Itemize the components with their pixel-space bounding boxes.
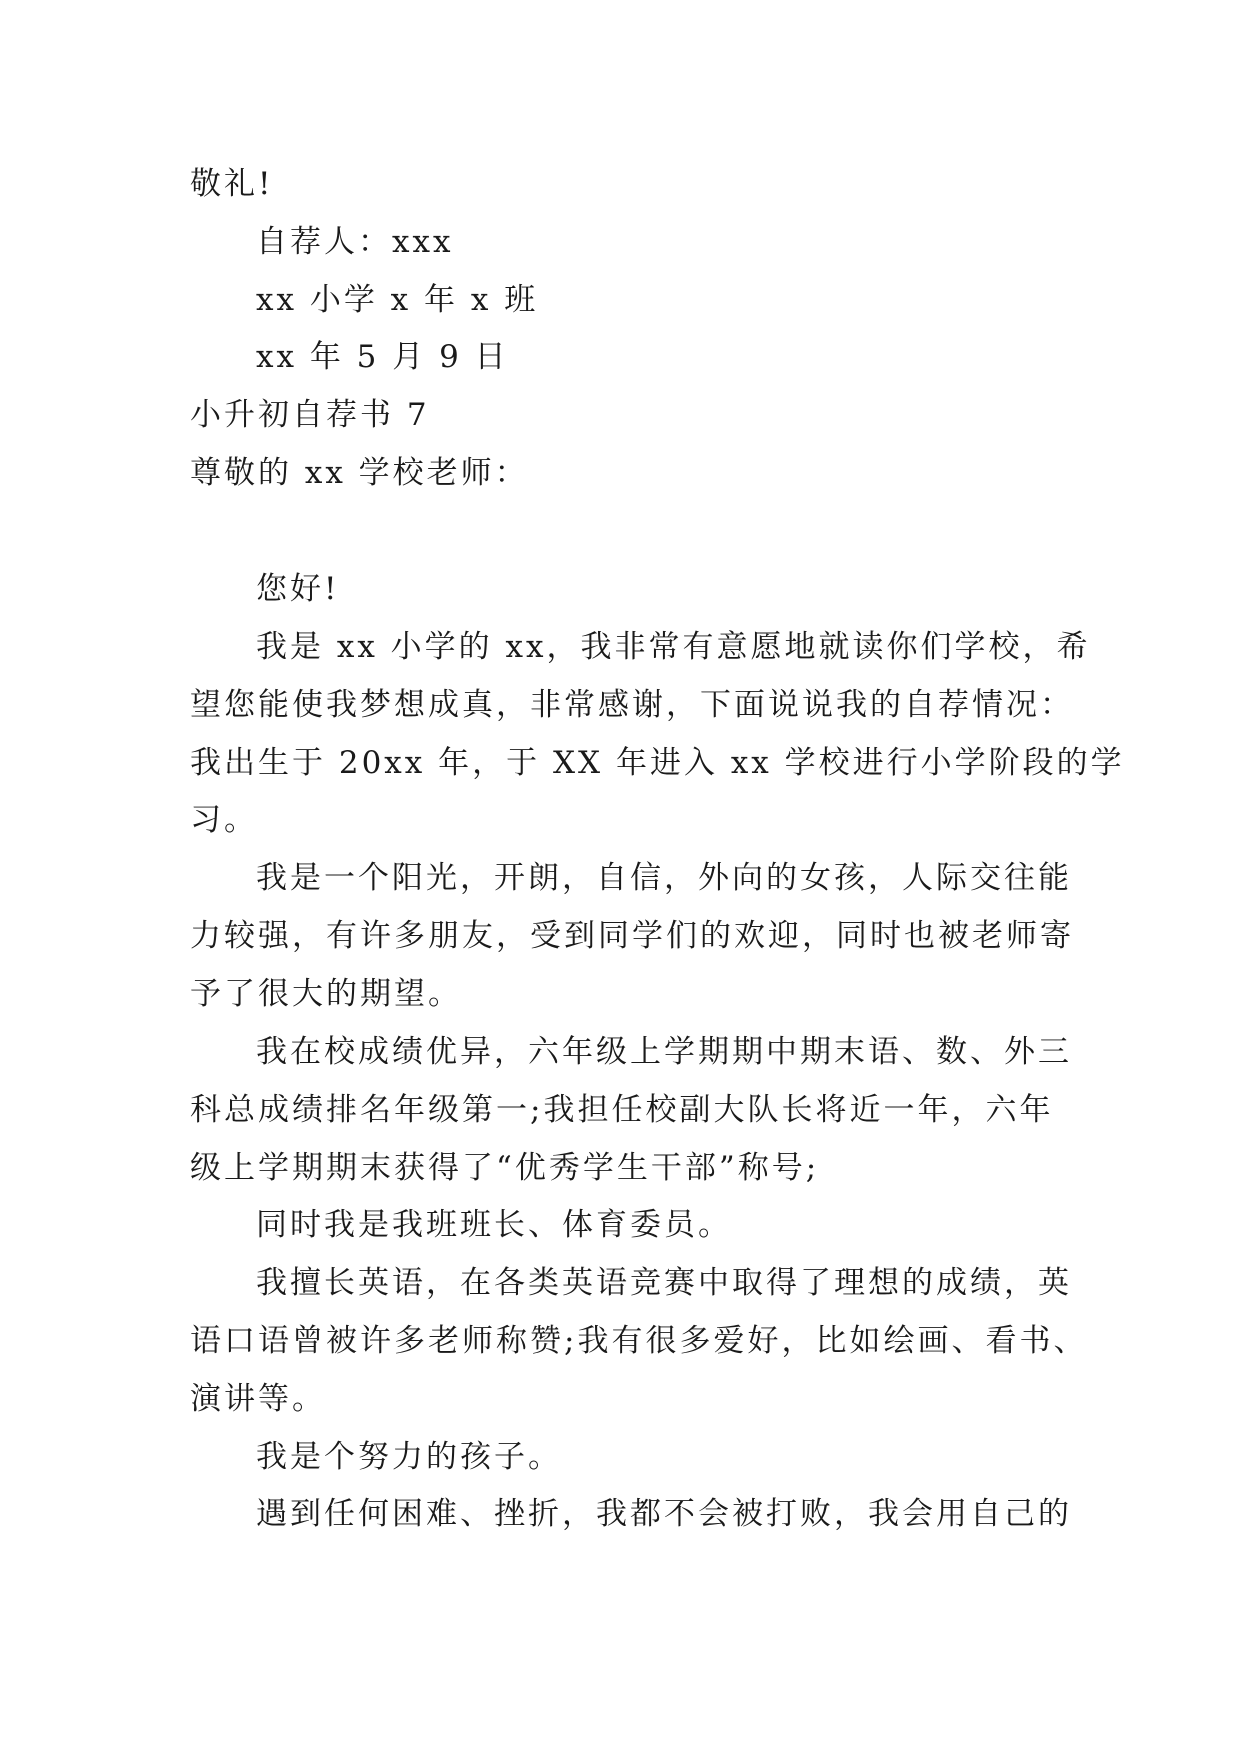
salutation: 尊敬的 xx 学校老师： [190,455,529,491]
paragraph-line: 我是一个阳光，开朗，自信，外向的女孩，人际交往能 [256,860,1072,896]
section-title: 小升初自荐书 7 [190,397,430,433]
closing-salute: 敬礼! [190,166,274,202]
paragraph-line: 我擅长英语，在各类英语竞赛中取得了理想的成绩，英 [256,1265,1072,1301]
greeting: 您好! [256,571,340,607]
paragraph-line: 科总成绩排名年级第一;我担任校副大队长将近一年，六年 [190,1092,1054,1128]
paragraph-line: 遇到任何困难、挫折，我都不会被打败，我会用自己的 [256,1496,1072,1532]
paragraph-line: 习。 [190,802,258,838]
paragraph-line: 级上学期期末获得了“优秀学生干部”称号; [190,1150,820,1186]
paragraph-line: 演讲等。 [190,1381,326,1417]
paragraph-line: 望您能使我梦想成真，非常感谢，下面说说我的自荐情况： [190,687,1074,723]
paragraph-line: 我在校成绩优异，六年级上学期期中期末语、数、外三 [256,1034,1072,1070]
paragraph-line: 语口语曾被许多老师称赞;我有很多爱好，比如绘画、看书、 [190,1323,1088,1359]
paragraph-line: 予了很大的期望。 [190,976,462,1012]
signature-date: xx 年 5 月 9 日 [256,339,509,375]
signature-class: xx 小学 x 年 x 班 [256,282,539,318]
paragraph-line: 我是个努力的孩子。 [256,1439,562,1475]
signature-name: 自荐人：xxx [256,224,454,260]
paragraph-line: 我是 xx 小学的 xx，我非常有意愿地就读你们学校，希 [256,629,1091,665]
paragraph-line: 同时我是我班班长、体育委员。 [256,1207,732,1243]
paragraph-line: 力较强，有许多朋友，受到同学们的欢迎，同时也被老师寄 [190,918,1074,954]
paragraph-line: 我出生于 20xx 年，于 XX 年进入 xx 学校进行小学阶段的学 [190,745,1125,781]
